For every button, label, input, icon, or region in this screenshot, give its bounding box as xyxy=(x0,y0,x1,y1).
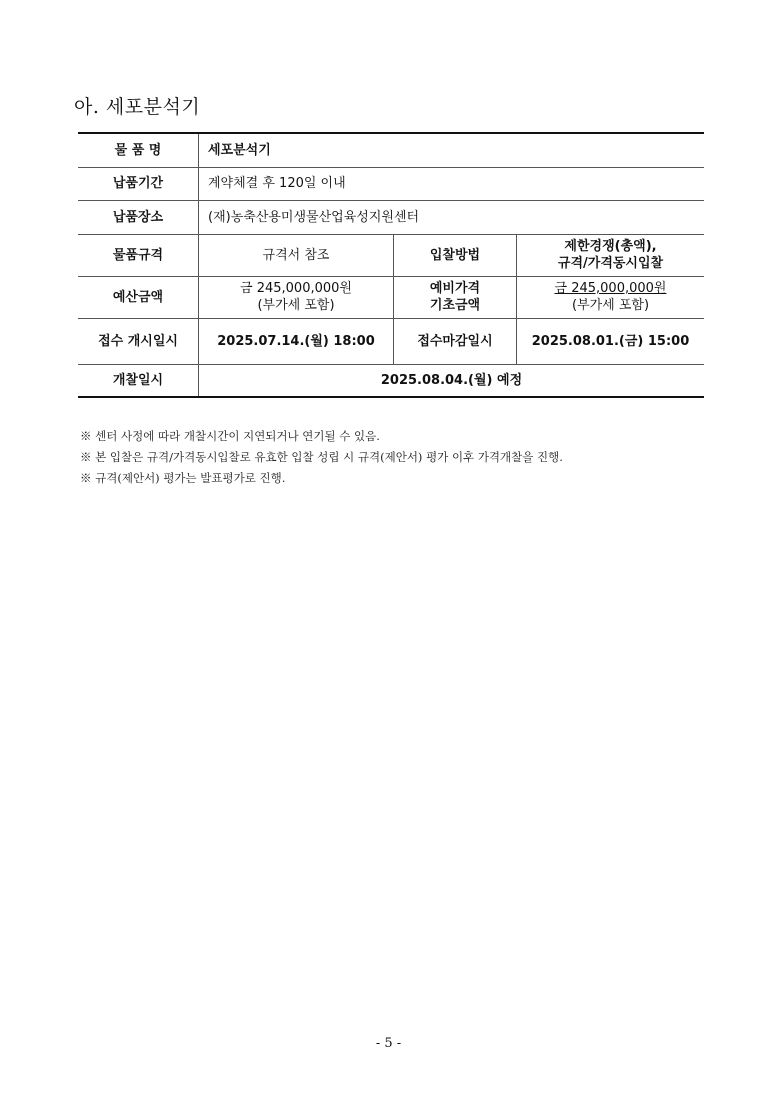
table-row-opening xyxy=(78,364,704,397)
delivery-period-value: 계약체결 후 120일 이내 xyxy=(199,167,705,200)
delivery-place-value: (재)농축산용미생물산업육성지원센터 xyxy=(199,200,705,234)
bid-method-line1: 제한경쟁(총액), xyxy=(564,239,657,254)
receipt-open-value: 2025.07.14.(월) 18:00 xyxy=(199,318,394,364)
table-row-delivery-place xyxy=(78,200,704,234)
base-price-label-line1: 예비가격 xyxy=(429,281,481,296)
budget-label: 예산금액 xyxy=(78,276,199,318)
page-number: - 5 - xyxy=(375,1036,402,1051)
budget-vat: (부가세 포함) xyxy=(257,298,335,313)
base-price-amount: 금 245,000,000원 xyxy=(554,281,667,296)
receipt-open-label: 접수 개시일시 xyxy=(78,318,199,364)
budget-amount: 금 245,000,000원 xyxy=(240,281,352,296)
note-item: ※ 센터 사정에 따라 개찰시간이 지연되거나 연기될 수 있음. xyxy=(80,429,380,443)
item-name-value: 세포분석기 xyxy=(199,133,705,167)
base-price-label-line2: 기초금액 xyxy=(429,298,481,313)
note-item: ※ 본 입찰은 규격/가격동시입찰로 유효한 입찰 성립 시 규격(제안서) 평가 이후 가격개찰을 진행. xyxy=(80,450,563,464)
table-row-spec xyxy=(78,234,704,276)
budget-value xyxy=(199,276,394,318)
note-item: ※ 규격(제안서) 평가는 발표평가로 진행. xyxy=(80,471,286,485)
spec-value: 규격서 참조 xyxy=(199,234,394,276)
table-row-item-name xyxy=(78,133,704,167)
delivery-period-label: 납품기간 xyxy=(78,167,199,200)
spec-label: 물품규격 xyxy=(78,234,199,276)
bid-method-value xyxy=(517,234,705,276)
receipt-close-label: 접수마감일시 xyxy=(394,318,517,364)
item-name-label: 물 품 명 xyxy=(78,133,199,167)
base-price-vat: (부가세 포함) xyxy=(571,298,650,313)
opening-label: 개찰일시 xyxy=(78,364,199,397)
table-row-budget xyxy=(78,276,704,318)
base-price-value xyxy=(517,276,705,318)
table-row-receipt xyxy=(78,318,704,364)
section-title: 아. 세포분석기 xyxy=(74,96,201,118)
bid-spec-table xyxy=(78,132,704,398)
delivery-place-label: 납품장소 xyxy=(78,200,199,234)
receipt-close-value: 2025.08.01.(금) 15:00 xyxy=(517,318,705,364)
bid-method-label: 입찰방법 xyxy=(394,234,517,276)
base-price-label xyxy=(394,276,517,318)
opening-value: 2025.08.04.(월) 예정 xyxy=(199,364,705,397)
notes-list xyxy=(80,426,563,489)
bid-method-line2: 규격/가격동시입찰 xyxy=(557,256,664,271)
table-row-delivery-period xyxy=(78,167,704,200)
